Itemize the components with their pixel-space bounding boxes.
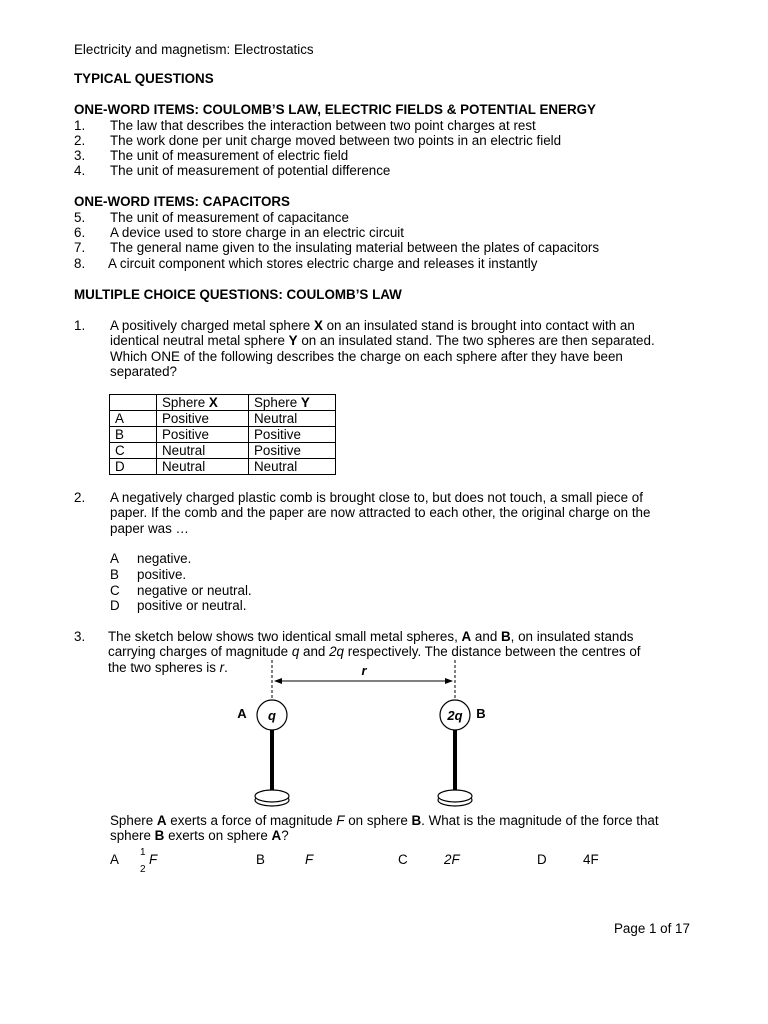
item-number: 7. <box>74 240 86 255</box>
option-d-value: 4F <box>583 852 599 867</box>
sphere-y-charge: Neutral <box>249 411 336 427</box>
item-text: A circuit component which stores electric charge and releases it instantly <box>108 256 538 271</box>
option-letter-c: C <box>398 852 408 867</box>
spheres-diagram <box>220 660 500 815</box>
option-text: negative or neutral. <box>137 583 252 598</box>
option-letter: B <box>110 567 119 582</box>
item-number: 4. <box>74 163 86 178</box>
item-text: The unit of measurement of capacitance <box>110 210 349 225</box>
sphere-x-charge: Positive <box>157 411 249 427</box>
item-text: The unit of measurement of electric field <box>110 148 349 163</box>
option-letter: D <box>110 459 157 475</box>
question-number: 2. <box>74 490 86 505</box>
option-letter: C <box>110 583 120 598</box>
question-text: The sketch below shows two identical small metal spheres, A and B, on insulated stands carrying charges of magnitude q and 2q respectively. The distance between the centres of the two spheres is r. <box>108 629 641 675</box>
sphere-y-charge: Positive <box>249 427 336 443</box>
item-text: The general name given to the insulating material between the plates of capacitors <box>110 240 600 255</box>
option-a-variable: F <box>149 852 158 867</box>
item-number: 1. <box>74 118 86 133</box>
sphere-y-charge: Neutral <box>249 459 336 475</box>
fraction-numerator: 1 <box>140 847 146 858</box>
option-text: positive. <box>137 567 187 582</box>
answer-table <box>109 394 336 475</box>
stand-b-base-top <box>438 790 472 802</box>
option-letter: B <box>110 427 157 443</box>
option-letter: A <box>110 551 119 566</box>
option-letter-b: B <box>256 852 265 867</box>
question-number: 1. <box>74 318 86 333</box>
column-header-sphere-x: Sphere X <box>157 395 249 411</box>
page-number: Page 1 of 17 <box>614 921 690 936</box>
question-number: 3. <box>74 629 86 644</box>
charge-label-a: q <box>268 708 276 723</box>
option-letter-d: D <box>537 852 547 867</box>
item-text: The law that describes the interaction between two point charges at rest <box>110 118 536 133</box>
item-text: A device used to store charge in an electric circuit <box>110 225 404 240</box>
item-number: 8. <box>74 256 86 271</box>
table-row <box>110 411 336 427</box>
fraction-denominator: 2 <box>140 864 146 875</box>
item-number: 2. <box>74 133 86 148</box>
sphere-x-charge: Neutral <box>157 443 249 459</box>
item-number: 3. <box>74 148 86 163</box>
sphere-y-charge: Positive <box>249 443 336 459</box>
option-letter: A <box>110 411 157 427</box>
sphere-label-b: B <box>476 706 486 721</box>
column-header-sphere-y: Sphere Y <box>249 395 336 411</box>
arrowhead-right <box>445 678 453 684</box>
distance-label: r <box>361 663 367 678</box>
table-row <box>110 443 336 459</box>
item-number: 5. <box>74 210 86 225</box>
option-b-value: F <box>305 852 314 867</box>
option-letter: D <box>110 598 120 613</box>
question-3-stem: Sphere A exerts a force of magnitude F on sphere B. What is the magnitude of the force that sphere B exerts on sphere A? <box>110 813 659 844</box>
oneword-capacitors-heading: ONE-WORD ITEMS: CAPACITORS <box>74 194 290 209</box>
option-letter: C <box>110 443 157 459</box>
charge-label-b: 2q <box>447 708 463 723</box>
mcq-heading: MULTIPLE CHOICE QUESTIONS: COULOMB’S LAW <box>74 287 402 302</box>
option-c-value: 2F <box>444 852 460 867</box>
question-text: A negatively charged plastic comb is brought close to, but does not touch, a small piece of paper. If the comb and the paper are now attracted to each other, the original charge on the paper was … <box>110 490 651 536</box>
option-letter-a: A <box>110 852 119 867</box>
item-text: The work done per unit charge moved between two points in an electric field <box>110 133 562 148</box>
table-row <box>110 427 336 443</box>
item-number: 6. <box>74 225 86 240</box>
table-row <box>110 459 336 475</box>
oneword-coulomb-heading: ONE-WORD ITEMS: COULOMB’S LAW, ELECTRIC FIELDS & POTENTIAL ENERGY <box>74 102 596 117</box>
section-title: TYPICAL QUESTIONS <box>74 71 214 86</box>
item-text: The unit of measurement of potential difference <box>110 163 391 178</box>
document-header: Electricity and magnetism: Electrostatics <box>74 42 314 57</box>
option-text: positive or neutral. <box>137 598 247 613</box>
table-header-row <box>110 395 336 411</box>
option-text: negative. <box>137 551 192 566</box>
sphere-label-a: A <box>237 706 247 721</box>
stand-a-base-top <box>255 790 289 802</box>
sphere-x-charge: Neutral <box>157 459 249 475</box>
arrowhead-left <box>274 678 282 684</box>
sphere-x-charge: Positive <box>157 427 249 443</box>
question-text: A positively charged metal sphere X on an insulated stand is brought into contact with an identical neutral metal sphere Y on an insulated stand. The two spheres are then separated. Which ONE of the following describes the charge on each sphere after they have been separated? <box>110 318 655 380</box>
